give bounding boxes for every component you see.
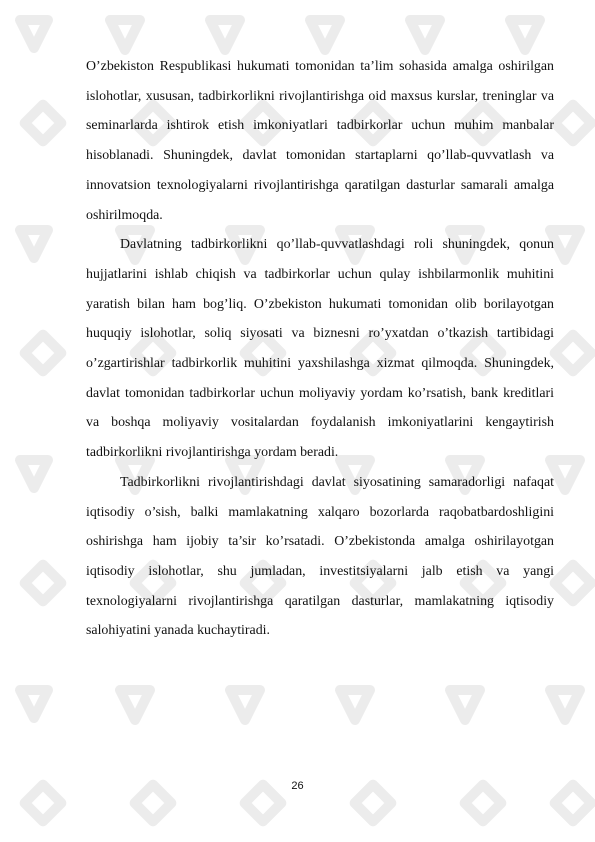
page-number: 26 — [291, 780, 304, 792]
document-body — [86, 52, 554, 646]
paragraph-1: O’zbekiston Respublikasi hukumati tomonidan ta’lim sohasida amalga oshirilgan islohotlar, xususan, tadbirkorlikni rivojlantirishga oid maxsus kurslar, treninglar va seminarlarda ishtirok etish imkoniyatlari tadbirkorlar uchun muhim manbalar hisoblanadi. Shuningdek, davlat tomonidan startaplarni qo’llab-quvvatlash va innovatsion texnologiyalarni rivojlantirishga qaratilgan dasturlar samarali amalga oshirilmoqda. — [86, 59, 554, 223]
paragraph-3: Tadbirkorlikni rivojlantirishdagi davlat siyosatining samaradorligi nafaqat iqtisodiy o’sish, balki mamlakatning xalqaro bozorlarda raqobatbardoshligini oshirishga ham ijobiy ta’sir ko’rsatadi. O’zbekistonda amalga oshirilayotgan iqtisodiy islohotlar, shu jumladan, investitsiyalarni jalb etish va yangi texnologiyalarni rivojlantirishga qaratilgan dasturlar, mamlakatning iqtisodiy salohiyatini yanada kuchaytiradi. — [86, 474, 554, 639]
paragraph-2: Davlatning tadbirkorlikni qo’llab-quvvatlashdagi roli shuningdek, qonun hujjatlarini ishlab chiqish va tadbirkorlar uchun qulay ishbilarmonlik muhitini yaratish bilan ham bog’liq. O’zbekiston hukumati tomonidan olib borilayotgan huquqiy islohotlar, soliq siyosati va biznesni ro’yxatdan o’tkazish tartibidagi o’zgartirishlar tadbirkorlik muhitini yaxshilashga xizmat qilmoqda. Shuningdek, davlat tomonidan tadbirkorlar uchun moliyaviy yordam ko’rsatish, bank kreditlari va boshqa moliyaviy vositalardan foydalanish imkoniyatlarini kengaytirish tadbirkorlikni rivojlantirishga yordam beradi. — [86, 237, 554, 461]
